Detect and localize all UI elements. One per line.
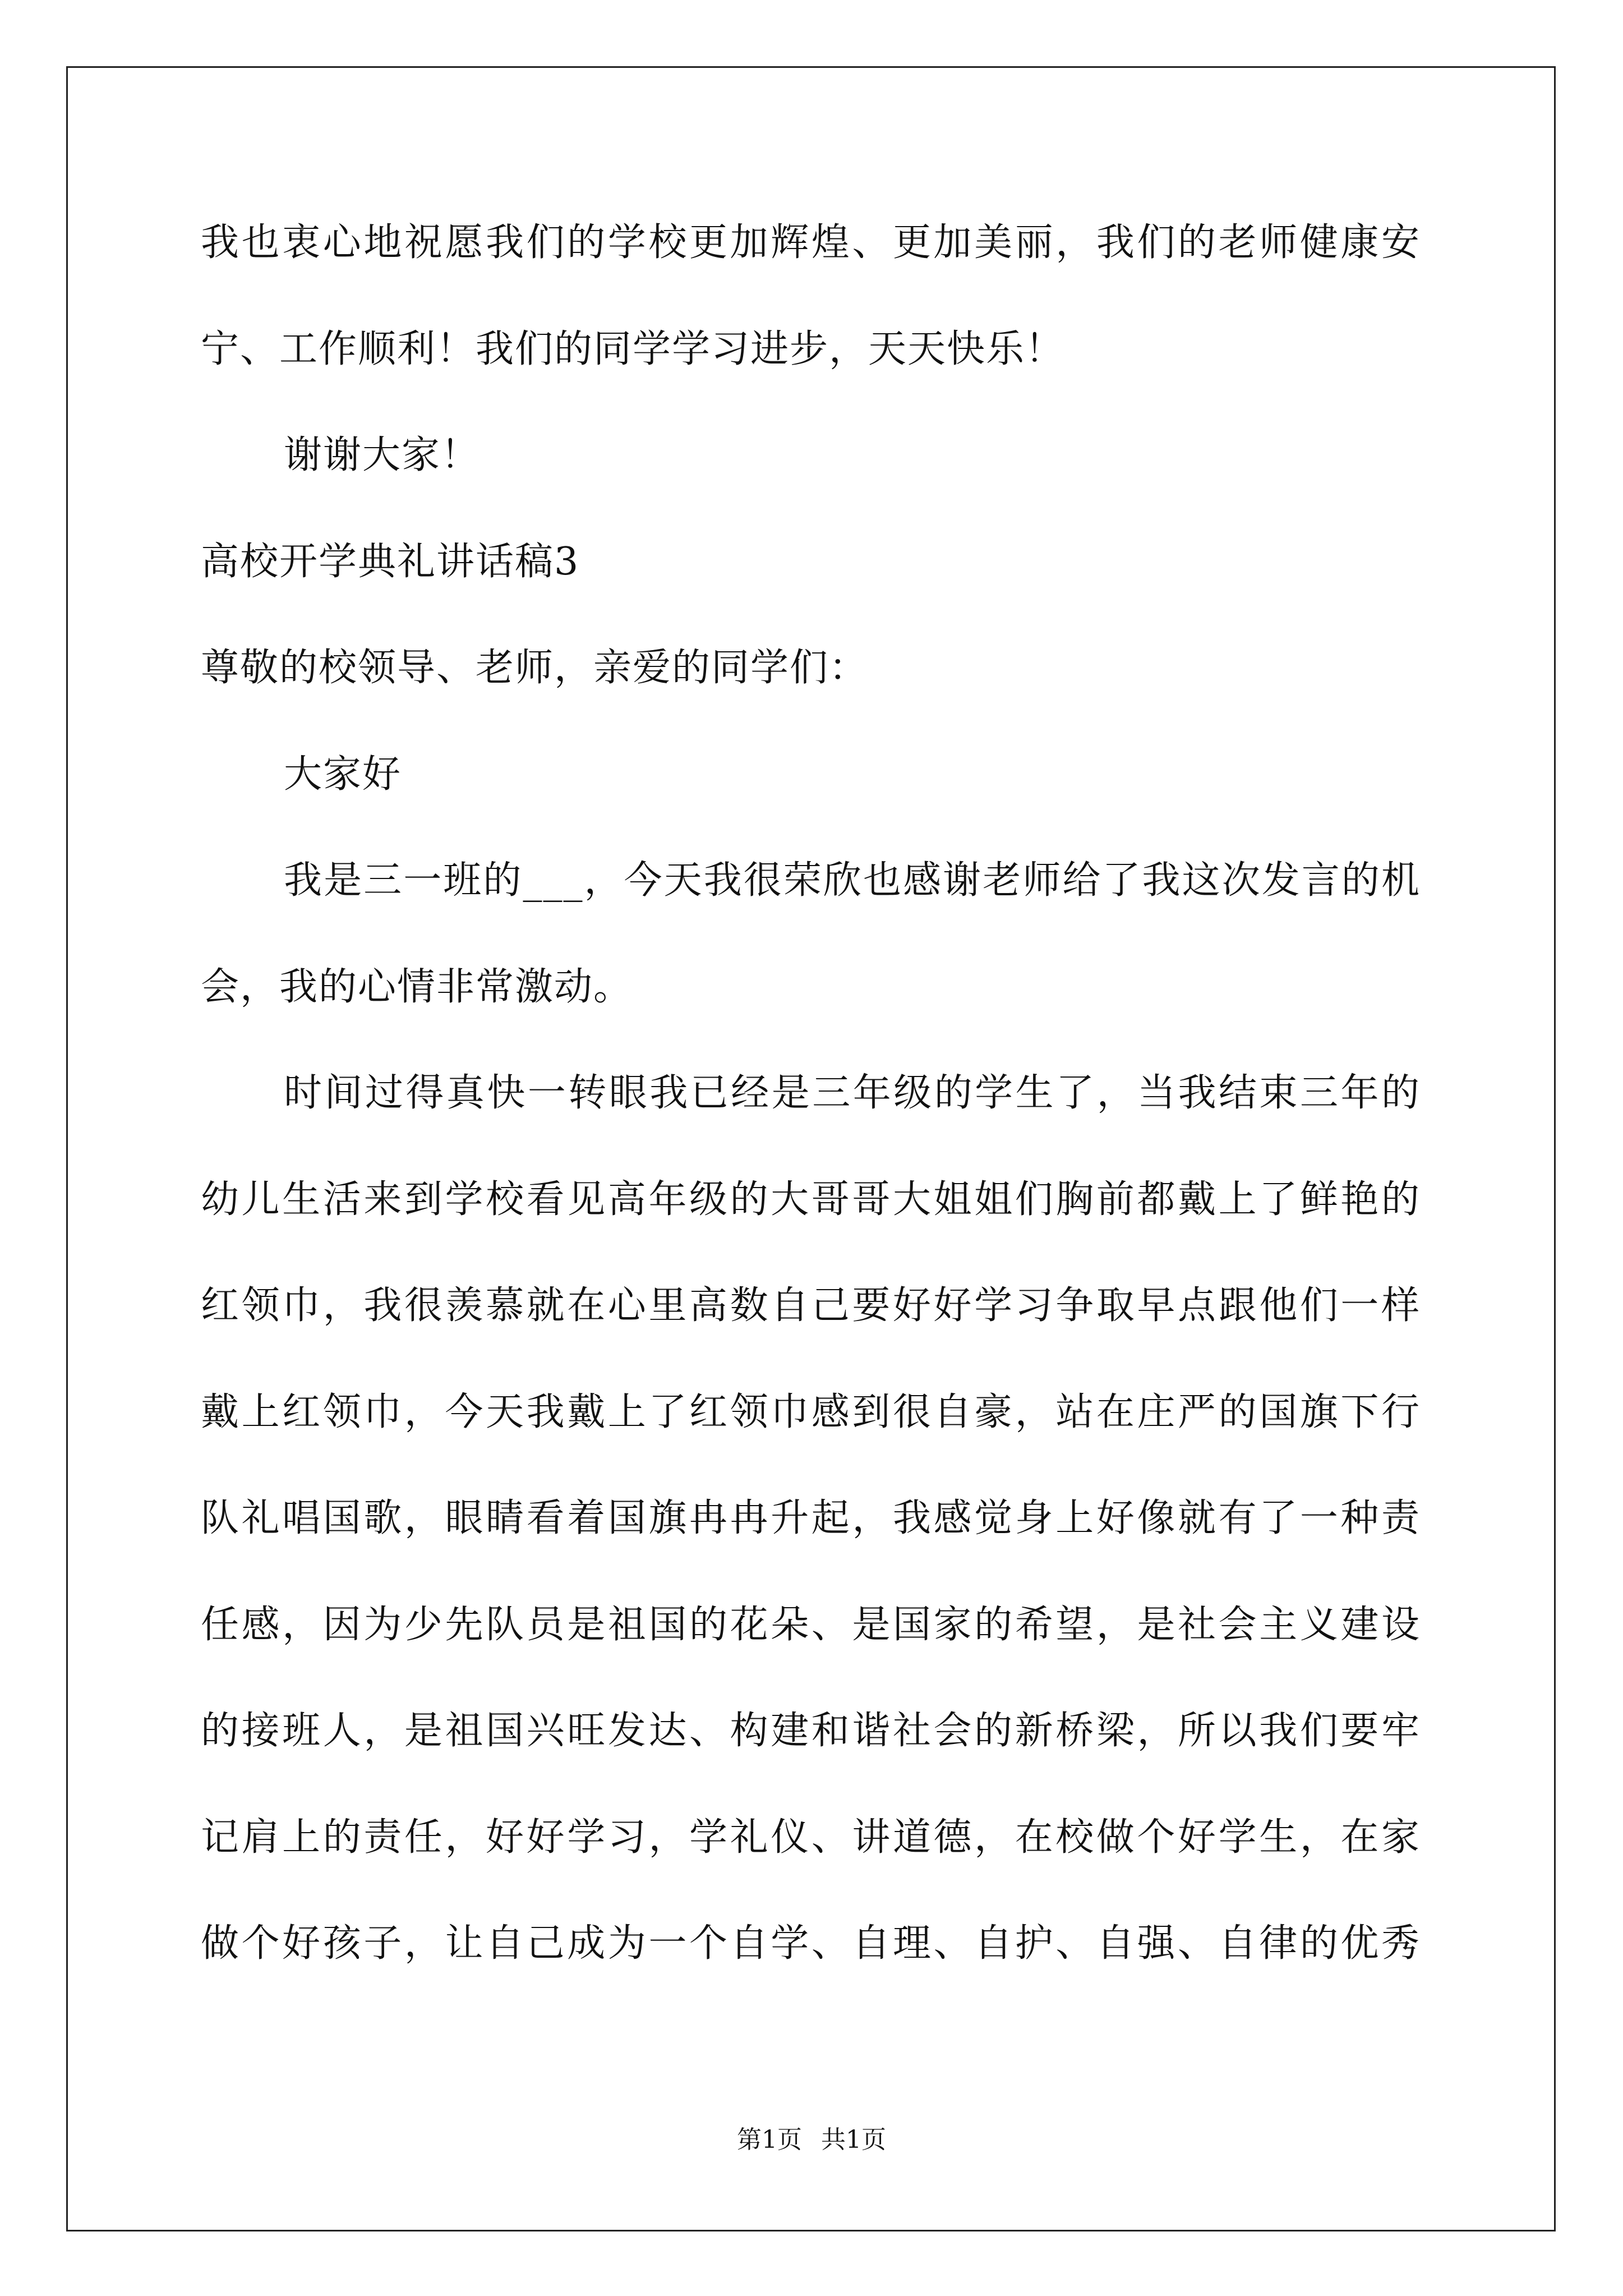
text-line: 我是三一班的___，今天我很荣欣也感谢老师给了我这次发言的机 <box>284 858 1421 903</box>
page-footer <box>0 2123 1623 2157</box>
text-line: 戴上红领巾，今天我戴上了红领巾感到很自豪，站在庄严的国旗下行 <box>201 1390 1421 1434</box>
section-heading: 高校开学典礼讲话稿3 <box>201 540 580 584</box>
text-line: 谢谢大家！ <box>284 433 481 477</box>
text-line: 会，我的心情非常激动。 <box>201 965 633 1009</box>
text-line: 幼儿生活来到学校看见高年级的大哥哥大姐姐们胸前都戴上了鲜艳的 <box>201 1177 1421 1222</box>
text-line: 宁、工作顺利！我们的同学学习进步，天天快乐！ <box>201 327 1065 371</box>
text-line: 做个好孩子，让自己成为一个自学、自理、自护、自强、自律的优秀 <box>201 1921 1421 1966</box>
text-line: 红领巾，我很羡慕就在心里高数自己要好好学习争取早点跟他们一样 <box>201 1283 1421 1328</box>
text-line: 时间过得真快一转眼我已经是三年级的学生了，当我结束三年的 <box>284 1071 1421 1115</box>
text-line: 我也衷心地祝愿我们的学校更加辉煌、更加美丽，我们的老师健康安 <box>201 220 1421 265</box>
text-line: 大家好 <box>284 752 402 797</box>
page-total: 共1页 <box>821 2125 886 2154</box>
text-line: 队礼唱国歌，眼睛看着国旗冉冉升起，我感觉身上好像就有了一种责 <box>201 1496 1421 1540</box>
text-line: 任感，因为少先队员是祖国的花朵、是国家的希望，是社会主义建设 <box>201 1603 1421 1647</box>
page-number: 第1页 <box>737 2125 802 2154</box>
text-line: 记肩上的责任，好好学习，学礼仪、讲道德，在校做个好学生，在家 <box>201 1815 1421 1860</box>
text-line: 的接班人，是祖国兴旺发达、构建和谐社会的新桥梁，所以我们要牢 <box>201 1709 1421 1753</box>
page-border <box>66 66 1556 2231</box>
salutation: 尊敬的校领导、老师，亲爱的同学们： <box>201 646 869 690</box>
